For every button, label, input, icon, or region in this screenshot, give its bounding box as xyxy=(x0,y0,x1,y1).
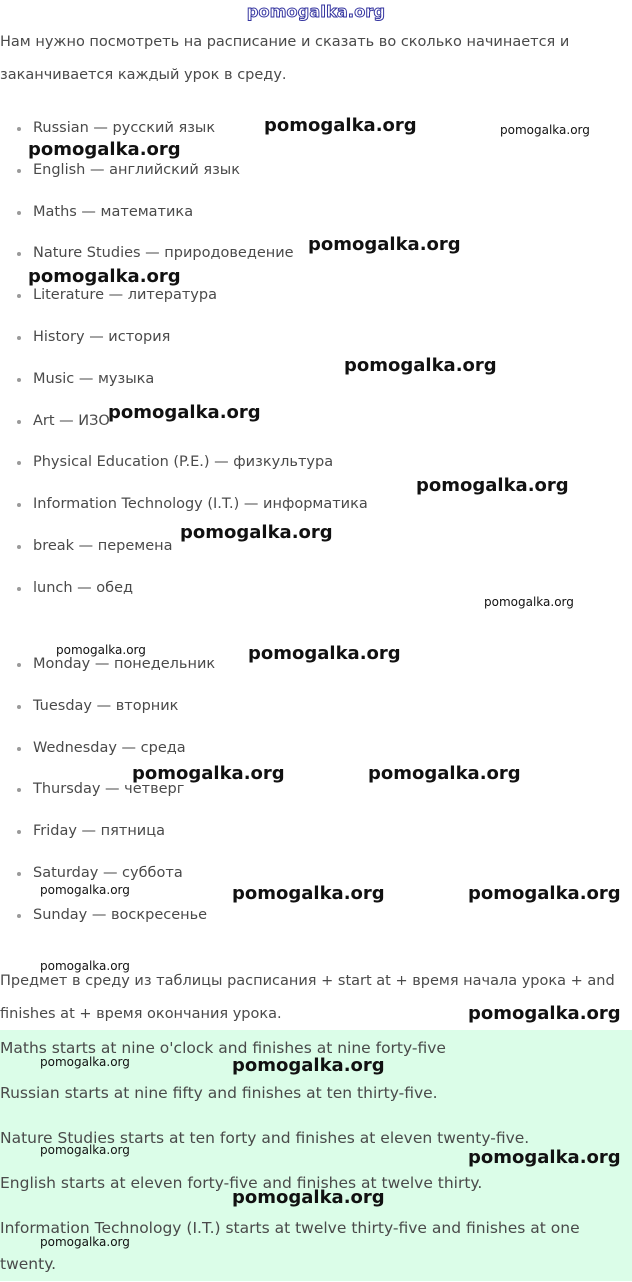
list-item: Art — ИЗО xyxy=(0,411,632,453)
answer-line: Maths starts at nine o'clock and finishes at nine forty-five xyxy=(0,1039,446,1057)
watermark: pomogalka.org xyxy=(468,1003,621,1024)
list-item: Sunday — воскресенье xyxy=(0,905,632,947)
subjects-list xyxy=(0,115,632,620)
list-item: Monday — понедельник xyxy=(0,654,632,696)
list-item: Maths — математика xyxy=(0,202,632,244)
watermark: pomogalka.org xyxy=(264,115,417,136)
watermark: pomogalka.org xyxy=(40,1055,130,1069)
watermark: pomogalka.org xyxy=(308,234,461,255)
watermark: pomogalka.org xyxy=(40,883,130,897)
watermark: pomogalka.org xyxy=(180,522,333,543)
watermark: pomogalka.org xyxy=(40,1235,130,1249)
watermark: pomogalka.org xyxy=(484,595,574,609)
watermark: pomogalka.org xyxy=(40,1143,130,1157)
watermark: pomogalka.org xyxy=(232,1055,385,1076)
list-item: Tuesday — вторник xyxy=(0,696,632,738)
answer-line: Nature Studies starts at ten forty and finishes at eleven twenty-five. xyxy=(0,1129,530,1147)
answer-line: Russian starts at nine fifty and finishes at ten thirty-five. xyxy=(0,1084,438,1102)
list-item: Physical Education (P.E.) — физкультура xyxy=(0,452,632,494)
watermark: pomogalka.org xyxy=(368,763,521,784)
watermark: pomogalka.org xyxy=(468,1147,621,1168)
answer-line: Information Technology (I.T.) starts at twelve thirty-five and finishes at one twenty. xyxy=(0,1219,580,1273)
list-item: Thursday — четверг xyxy=(0,779,632,821)
list-item: History — история xyxy=(0,327,632,369)
list-item: English — английский язык xyxy=(0,160,632,202)
watermark: pomogalka.org xyxy=(416,475,569,496)
site-header-watermark: pomogalka.org xyxy=(246,2,386,21)
list-item: Music — музыка xyxy=(0,369,632,411)
list-item: Russian — русский язык xyxy=(0,118,632,160)
watermark: pomogalka.org xyxy=(108,402,261,423)
watermark: pomogalka.org xyxy=(232,883,385,904)
watermark: pomogalka.org xyxy=(28,266,181,287)
watermark: pomogalka.org xyxy=(232,1187,385,1208)
answer-line: English starts at eleven forty-five and finishes at twelve thirty. xyxy=(0,1174,483,1192)
watermark: pomogalka.org xyxy=(468,883,621,904)
instruction-text: Предмет в среду из таблицы расписания + start at + время начала урока + and finishes at + время окончания урока. xyxy=(0,973,615,1022)
list-item: Nature Studies — природоведение xyxy=(0,243,632,285)
watermark: pomogalka.org xyxy=(344,355,497,376)
list-item: break — перемена xyxy=(0,536,632,578)
list-item: Friday — пятница xyxy=(0,821,632,863)
watermark: pomogalka.org xyxy=(28,139,181,160)
watermark: pomogalka.org xyxy=(500,123,590,137)
watermark: pomogalka.org xyxy=(56,643,146,657)
list-item: Saturday — суббота xyxy=(0,863,632,905)
watermark: pomogalka.org xyxy=(132,763,285,784)
intro-text: Нам нужно посмотреть на расписание и сказать во сколько начинается и заканчивается каждый урок в среду. xyxy=(0,34,570,83)
list-item: Information Technology (I.T.) — информатика xyxy=(0,494,632,536)
list-item: Wednesday — среда xyxy=(0,738,632,780)
watermark: pomogalka.org xyxy=(248,643,401,664)
list-item: lunch — обед xyxy=(0,578,632,620)
list-item: Literature — литература xyxy=(0,285,632,327)
watermark: pomogalka.org xyxy=(40,959,130,973)
